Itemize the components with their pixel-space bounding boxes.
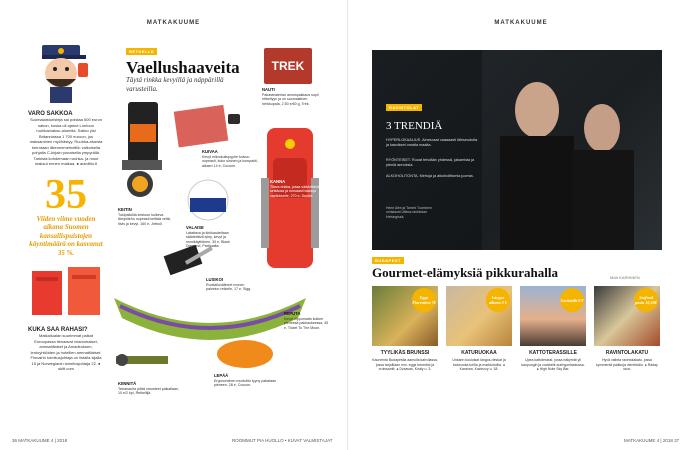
card-body: Hyvä valinta ravintolakatu, jossa kymmeniä paikkoja vierekkäin. ● Ráday utca. (596, 358, 658, 372)
hammock-image (110, 288, 310, 344)
card-title: KATTOTERASSILLE (529, 350, 577, 356)
police-officer-illustration (28, 35, 98, 105)
card-body: Kauneinta Budapestia aamulla kahvilassa, jossa tarjoillaan mm. eggs benedict ja croissantit. ● Dzsavas, Király u. 3. (372, 358, 438, 372)
card-title: RAVINTOLAKATU (605, 350, 649, 356)
svg-text:TREK: TREK (271, 59, 305, 73)
price-badge: Cocktailit 8 € (560, 288, 584, 312)
article-tag: RETKELLE (126, 48, 157, 55)
running-head-right: MATKAKUUME (494, 20, 548, 26)
card-street-food (446, 286, 512, 372)
caption-nauti: NAUTI Pakasteaterian annospakkaus sopii retkeilyyn ja on suomalainen herkkupala, 2,50 e/60 g, Trek. (262, 87, 319, 106)
street-food-photo (446, 286, 512, 346)
caption-kanna: KANNA Tilava rinkka, jossa säädettävä selkäosa ja runsaasti taskuja vaellukselle, 270 e, Deuter. (270, 179, 320, 198)
strap-image (112, 344, 172, 378)
trend-point-3: ALKOHOLITONTA. Mehuja ja alkoholittomia juomia. (386, 174, 474, 178)
caption-riiputa: RIIPUTA Kevyt riippumatto kulkee pienessä pakkauksessa, 45 e, Ticket To The Moon. (284, 311, 329, 330)
article-title: Vaellushaaveita (126, 58, 240, 77)
caption-lusikoi: LUSIKOI Ruokailuvälineet monen palvelun retkelle, 17 e, Sigg. (206, 277, 252, 292)
caption-keitin: KEITIN Tukipalloilla kestoon kulkeva lämpöteho nopeasti keittää vettä, tiivis ja kevyt. 160 e, Jetboil. (118, 207, 171, 226)
trek-food-pack-image (262, 46, 314, 86)
price-badge: Eggs Florentine 7€ (412, 288, 436, 312)
card-brunch (372, 286, 438, 372)
article-subtitle: Täytä rinkka kevyillä ja näppärillä varusteilla. (126, 76, 224, 93)
card-rooftop (520, 286, 586, 372)
sidebar-heading: VARO SAKKOA (28, 111, 73, 117)
jetboil-stove-image (118, 100, 170, 200)
brunch-photo (372, 286, 438, 346)
chefs-photo (372, 50, 662, 250)
trend-tag: RAVINTOLAT (386, 104, 422, 111)
footer-center: ROOMMUT PIA HUOLLO • KUVAT VALMISTAJAT (232, 438, 333, 443)
big-number: 35 (45, 171, 87, 218)
pillow-image (214, 336, 276, 372)
card-title: KATURUOKAA (461, 350, 497, 356)
price-badge: Seafood pasta 10,50€ (634, 288, 658, 312)
caption-kuivaa: KUIVAA Kevyt mikrokuitupyyhe kuivuu nopeasti, koko sininen ja kompakti, alkaen 14 e, Cocoon. (202, 149, 258, 168)
running-head-left: MATKAKUUME (146, 20, 201, 26)
money-body: Matkailualan suurimmat palkat Euroopassa tienaavat viranomaiset, ammattilaiset ja Amadeuksen, lentoyhtiöiden ja hotellien ammattilaiset. Finnairin toimitusjohtaja on listalla sijalla 15 ja Norwegianin toimitusjohtaja 22. ● skift.com (30, 333, 102, 371)
trend-title: 3 TRENDIÄ (386, 120, 443, 132)
byline: MIIA KARHINEN (610, 275, 640, 280)
lantern-image (186, 178, 230, 222)
trend-point-2: RYÖNTEISET. Ruoat tehdään yhdessä, jakamista ja pieniä annoksia. (386, 158, 475, 167)
price-badge: Lángos alkaen 2 € (486, 288, 510, 312)
seafood-pasta-photo (594, 286, 660, 346)
footer-right: MATKAKUUME 4 | 2018 37 (624, 438, 680, 443)
card-restaurant-street (594, 286, 660, 372)
stacked-chairs-image (28, 263, 104, 321)
budapest-tag: BUDAPEST (372, 257, 404, 264)
photo-caption: Henri Alén ja Tommi Tuominen omistavat Ultima-ravintolan Helsingissä. (386, 206, 432, 219)
card-body: Upea kattoterassi, jossa näkymät yli kaupungin ja cocktailit auringonlaskussa. ● High Note Sky Bar. (521, 358, 585, 372)
sidebar (28, 35, 104, 372)
microfiber-towel-image (172, 100, 242, 152)
caption-valaise: VALAISE Latattava ja kirkkaudeltaan säädettävä lyhty, kevyt ja monikäyttöinen, 30 e, Black Diamond, Partioaitta. (186, 225, 230, 249)
section-title: Gourmet-elämyksiä pikkurahalla (372, 265, 558, 280)
card-body: Unkarin kuuluisat lángos-rieskat ja katuruoka torilla ja markkinoilla. ● Karavan, Kazinczy u. 18. (452, 358, 506, 372)
trend-point-1: HYPERLOKAALIUS. Ainesosat vaaaaasti lähiseudulta ja kasvikset omalta maalta. (386, 138, 478, 147)
national-park-fact: Viiden viime vuoden aikana Suomen kansallispuistojen käyntimäärä on kasvanut 35 %. (29, 214, 103, 257)
footer-left: 36 MATKAKUUME 4 | 2018 (12, 438, 68, 443)
caption-kiinnita: KIINNITÄ Tarranauha pitää varusteet paikallaan, 10 e/2 kpl, Retkeilijä. (118, 381, 179, 396)
sidebar-body: Suomalaisturisteja sai poistaa 600 euron sakon, koska oli ajanut Lontoon ruuhkamaksu-alueella. Sakko ylsi Britanniassa 1 700 euroon, jos maksaminen myöhästyy. Ruuhka-aluesta kerrotaan liikennemerkeillä: valkoisella pohjalla C-kirjain punaisella ympyrällä. Tarkista kohdemaan ruuhka- ja muut maksut ennen matkaa. ● autolitto.fi (29, 117, 103, 166)
money-heading: KUKA SAA RAHASI? (28, 327, 88, 333)
card-title: TYYLIKÄS BRUNSSI (380, 350, 430, 356)
rooftop-photo (520, 286, 586, 346)
caption-lepaa: LEPÄÄ Ergonominen muotoiltu tyyny pakataan pieneen, 28 e, Cocoon. (214, 373, 277, 388)
